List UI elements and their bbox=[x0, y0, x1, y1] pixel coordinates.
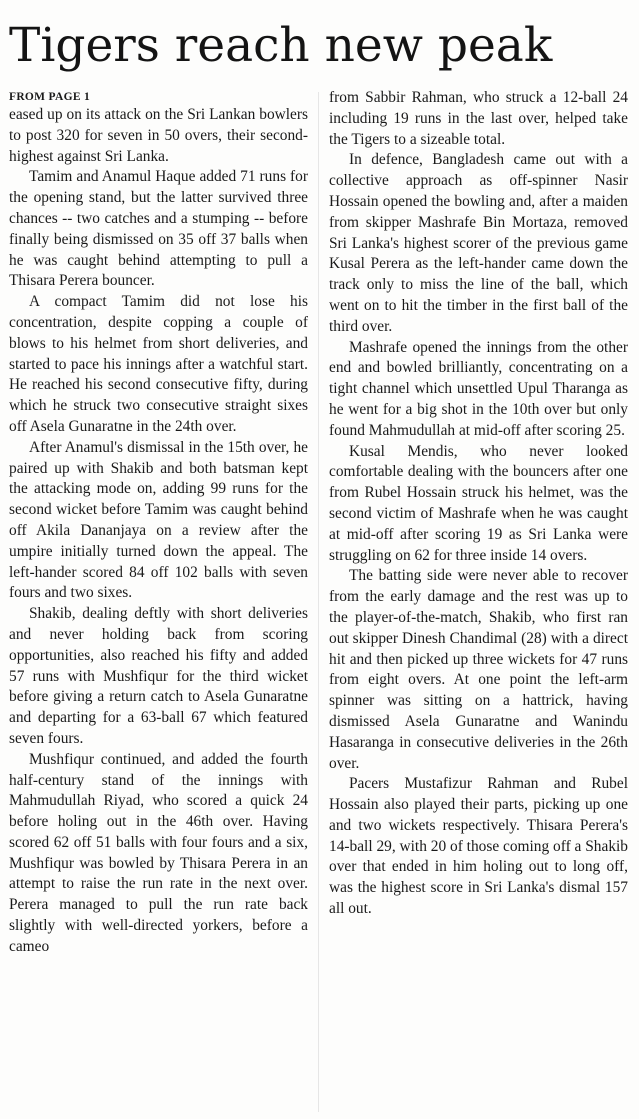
headline: Tigers reach new peak bbox=[9, 18, 553, 73]
paragraph: from Sabbir Rahman, who struck a 12-ball 24 including 19 runs in the last over, helped take the Tigers to a sizeable total. bbox=[329, 89, 628, 148]
column-divider bbox=[318, 92, 319, 1112]
paragraph: eased up on its attack on the Sri Lankan bowlers to post 320 for seven in 50 overs, their second-highest against Sri Lanka. bbox=[9, 106, 308, 165]
paragraph: Mushfiqur continued, and added the fourth half-century stand of the innings with Mahmudullah Riyad, who scored a quick 24 before holing out in the 46th over. Having scored 62 off 51 balls with four fours and a six, Mushfiqur was bowled by Thisara Perera in an attempt to raise the run rate in the next over. Perera managed to pull the run rate back slightly with well-directed yorkers, before a cameo bbox=[9, 750, 308, 955]
paragraph: The batting side were never able to recover from the early damage and the rest was up to the player-of-the-match, Shakib, who first ran out skipper Dinesh Chandimal (28) with a direct hit and then picked up three wickets for 47 runs from eight overs. At one point the left-arm spinner was sitting on a hattrick, having dismissed Asela Gunaratne and Wanindu Hasaranga in consecutive deliveries in the 26th over. bbox=[329, 567, 628, 772]
paragraph: Pacers Mustafizur Rahman and Rubel Hossain also played their parts, picking up one and two wickets respectively. Thisara Perera's 14-ball 29, with 20 of those coming off a Shakib over that ended in him holing out to long off, was the highest score in Sri Lanka's dismal 157 all out. bbox=[329, 775, 628, 918]
article-column-left bbox=[9, 90, 308, 958]
paragraph: Shakib, dealing deftly with short deliveries and never holding back from scoring opportunities, also reached his fifty and added 57 runs with Mushfiqur for the third wicket before giving a return catch to Asela Gunaratne and departing for a 63-ball 67 which featured seven fours. bbox=[9, 605, 308, 747]
paragraph: A compact Tamim did not lose his concentration, despite copping a couple of blows to his helmet from short deliveries, and started to pace his innings after a watchful start. He reached his second consecutive fifty, during which he struck two consecutive straight sixes off Asela Gunaratne in the 24th over. bbox=[9, 293, 308, 435]
paragraph: After Anamul's dismissal in the 15th over, he paired up with Shakib and both batsman kept the attacking mode on, adding 99 runs for the second wicket before Tamim was caught behind off Akila Dananjaya on a review after the umpire initially turned down the appeal. The left-hander scored 84 off 102 balls with seven fours and two sixes. bbox=[9, 438, 308, 602]
paragraph: In defence, Bangladesh came out with a collective approach as off-spinner Nasir Hossain opened the bowling and, after a maiden from skipper Mashrafe Bin Mortaza, removed Sri Lanka's highest scorer of the previous game Kusal Perera as the left-hander came down the track only to miss the line of the ball, which went on to hit the timber in the first ball of the third over. bbox=[329, 151, 628, 335]
dateline: FROM PAGE 1 bbox=[9, 91, 91, 103]
article-column-right bbox=[329, 88, 628, 920]
paragraph: Kusal Mendis, who never looked comfortable dealing with the bouncers after one from Rubel Hossain struck his helmet, was the second victim of Mashrafe when he was caught at mid-off after scoring 19 as Sri Lanka were struggling on 62 for three inside 14 overs. bbox=[329, 442, 628, 564]
paragraph: Tamim and Anamul Haque added 71 runs for the opening stand, but the latter survived three chances -- two catches and a stumping -- before finally being dismissed on 35 off 37 balls when he was caught behind attempting to pull a Thisara Perera bouncer. bbox=[9, 168, 308, 290]
paragraph: Mashrafe opened the innings from the other end and bowled brilliantly, concentrating on a tight channel which unsettled Upul Tharanga as he went for a big shot in the 10th over but only found Mahmudullah at mid-off after scoring 25. bbox=[329, 338, 628, 439]
